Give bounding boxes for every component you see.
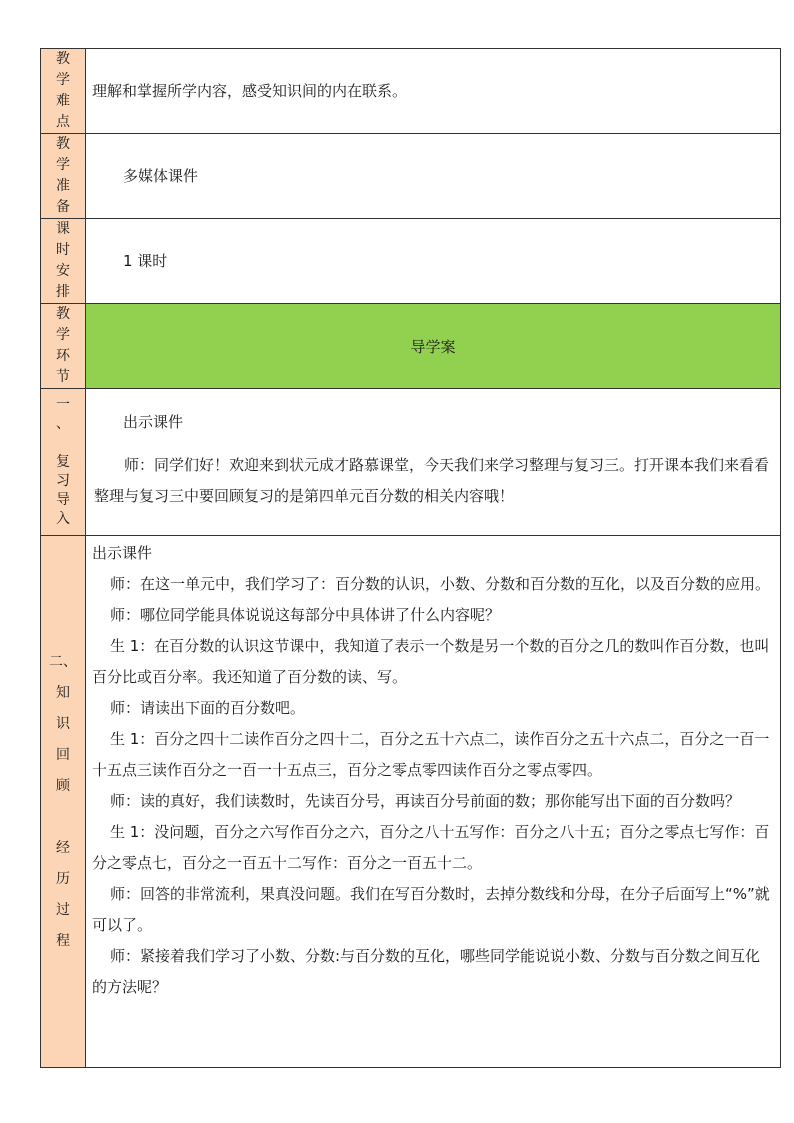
label-cell-difficulty [41,49,86,134]
label-schedule: 课时安排 [56,221,70,300]
content-cell-schedule [86,219,781,304]
label-cell-schedule [41,219,86,304]
prep-text: 多媒体课件 [123,166,199,185]
row-review [41,389,781,536]
recall-paragraph: 师：读的真好，我们读数时，先读百分号，再读百分号前面的数；那你能写出下面的百分数吗？ [110,792,741,810]
content-cell-review [86,389,781,536]
row-prep [41,134,781,219]
recall-paragraph: 师：哪位同学能具体说说这每部分中具体讲了什么内容呢？ [110,606,501,624]
row-difficulty [41,49,781,134]
row-recall [41,536,781,1068]
label-review: 一 、 复 习 导 入 [56,396,70,527]
label-cell-review [41,389,86,536]
schedule-text: 1 课时 [123,251,168,270]
difficulty-text: 理解和掌握所学内容，感受知识间的内在联系。 [92,81,408,100]
recall-paragraph: 生 1：百分之四十二读作百分之四十二，百分之五十六点二，读作百分之五十六点二，百分之一百一十五点三读作百分之一百一十五点三，百分之零点零四读作百分之零点零四。 [92,730,770,779]
row-stage [41,304,781,389]
recall-paragraph: 生 1：在百分数的认识这节课中，我知道了表示一个数是另一个数的百分之几的数叫作百分数，也叫百分比或百分率。我还知道了百分数的读、写。 [92,637,770,686]
recall-paragraph: 生 1：没问题，百分之六写作百分之六，百分之八十五写作：百分之八十五；百分之零点七写作：百分之零点七，百分之一百五十二写作：百分之一百五十二。 [92,823,770,872]
content-cell-prep [86,134,781,219]
recall-paragraph: 师：在这一单元中，我们学习了：百分数的认识，小数、分数和百分数的互化，以及百分数的应用。 [110,575,771,593]
review-paragraph: 师：同学们好！欢迎来到状元成才路慕课堂，今天我们来学习整理与复习三。打开课本我们来看看整理与复习三中要回顾复习的是第四单元百分数的相关内容哦！ [94,456,770,505]
label-stage: 教学环节 [56,306,70,385]
label-cell-stage [41,304,86,389]
recall-paragraph: 师：紧接着我们学习了小数、分数:与百分数的互化，哪些同学能说说小数、分数与百分数之间互化的方法呢？ [92,947,761,996]
label-recall: 二、 知 识 回 顾 经 历 过 程 [49,653,77,949]
content-cell-difficulty [86,49,781,134]
recall-paragraph: 师：回答的非常流利，果真没问题。我们在写百分数时，去掉分数线和分母，在分子后面写上“%”就可以了。 [92,885,770,934]
stage-title: 导学案 [410,337,456,356]
label-cell-prep [41,134,86,219]
label-prep: 教学准备 [56,136,70,215]
content-cell-stage [86,304,781,389]
recall-paragraph: 师：请读出下面的百分数吧。 [110,699,306,717]
label-difficulty: 教学难点 [56,51,70,130]
content-cell-recall [86,536,781,1068]
label-cell-recall [41,536,86,1068]
review-paragraph: 出示课件 [123,413,184,431]
row-schedule [41,219,781,304]
lesson-plan-table [40,48,781,1068]
recall-paragraph: 出示课件 [92,544,153,562]
